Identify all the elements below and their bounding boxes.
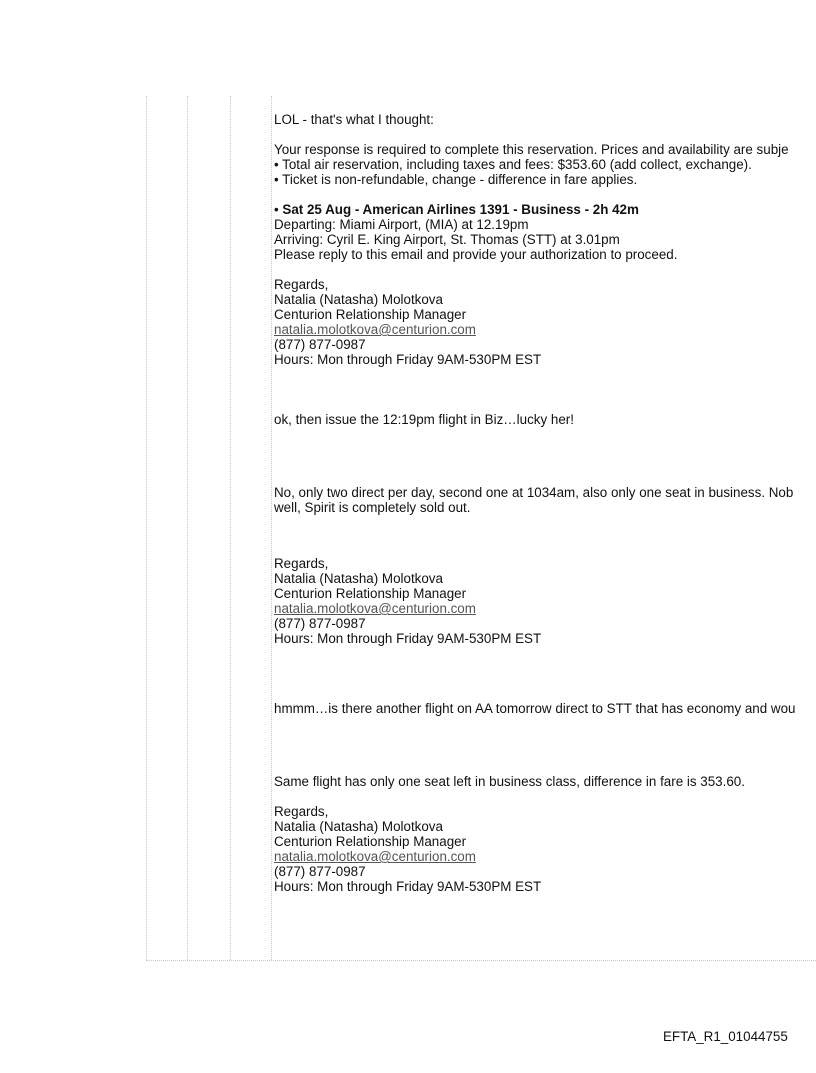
signature-name: Natalia (Natasha) Molotkova bbox=[274, 292, 443, 307]
flight-title: Sat 25 Aug - American Airlines 1391 - Business - 2h 42m bbox=[282, 202, 639, 217]
signature-hours: Hours: Mon through Friday 9AM-530PM EST bbox=[274, 352, 542, 367]
signature-block bbox=[274, 277, 816, 367]
quote-divider-3 bbox=[230, 96, 231, 960]
signature-name: Natalia (Natasha) Molotkova bbox=[274, 819, 443, 834]
signature-email-link[interactable]: natalia.molotkova@centurion.com bbox=[274, 322, 476, 337]
quote-divider-1 bbox=[146, 96, 147, 960]
flight-heading bbox=[274, 202, 816, 217]
signature-block bbox=[274, 556, 816, 646]
signature-regards: Regards, bbox=[274, 556, 329, 571]
quote-divider-2 bbox=[187, 96, 188, 960]
signature-regards: Regards, bbox=[274, 804, 329, 819]
signature-title: Centurion Relationship Manager bbox=[274, 307, 467, 322]
signature-phone: (877) 877-0987 bbox=[274, 337, 366, 352]
message-direct-flights bbox=[274, 485, 816, 646]
message-text: LOL - that's what I thought: bbox=[274, 112, 434, 127]
signature-hours: Hours: Mon through Friday 9AM-530PM EST bbox=[274, 879, 542, 894]
signature-regards: Regards, bbox=[274, 277, 329, 292]
signature-title: Centurion Relationship Manager bbox=[274, 586, 467, 601]
signature-phone: (877) 877-0987 bbox=[274, 864, 366, 879]
reply-request: Please reply to this email and provide your authorization to proceed. bbox=[274, 247, 678, 262]
reservation-refund-bullet: • Ticket is non-refundable, change - difference in fare applies. bbox=[274, 172, 638, 187]
signature-title: Centurion Relationship Manager bbox=[274, 834, 467, 849]
flight-arriving: Arriving: Cyril E. King Airport, St. Thomas (STT) at 3.01pm bbox=[274, 232, 620, 247]
signature-phone: (877) 877-0987 bbox=[274, 616, 366, 631]
message-lol bbox=[274, 112, 816, 127]
quote-divider-4 bbox=[271, 96, 272, 960]
signature-email-link[interactable]: natalia.molotkova@centurion.com bbox=[274, 849, 476, 864]
message-text: No, only two direct per day, second one at 1034am, also only one seat in business. Nob bbox=[274, 485, 794, 500]
message-text: well, Spirit is completely sold out. bbox=[274, 500, 471, 515]
message-text: ok, then issue the 12:19pm flight in Biz…lucky her! bbox=[274, 412, 574, 427]
flight-bullet: • bbox=[274, 202, 283, 217]
message-text: hmmm…is there another flight on AA tomorrow direct to STT that has economy and wou bbox=[274, 701, 796, 716]
email-thread-content bbox=[274, 112, 816, 894]
signature-email-link[interactable]: natalia.molotkova@centurion.com bbox=[274, 601, 476, 616]
message-business-seat bbox=[274, 774, 816, 894]
document-id: EFTA_R1_01044755 bbox=[663, 1029, 788, 1044]
flight-departing: Departing: Miami Airport, (MIA) at 12.19pm bbox=[274, 217, 529, 232]
message-text: Same flight has only one seat left in business class, difference in fare is 353.60. bbox=[274, 774, 745, 789]
signature-block bbox=[274, 804, 816, 894]
message-economy-question bbox=[274, 701, 816, 716]
reservation-total-bullet: • Total air reservation, including taxes and fees: $353.60 (add collect, exchange). bbox=[274, 157, 752, 172]
message-reservation bbox=[274, 142, 816, 367]
signature-hours: Hours: Mon through Friday 9AM-530PM EST bbox=[274, 631, 542, 646]
message-issue-flight bbox=[274, 412, 816, 427]
signature-name: Natalia (Natasha) Molotkova bbox=[274, 571, 443, 586]
reservation-intro: Your response is required to complete this reservation. Prices and availability are subje bbox=[274, 142, 789, 157]
